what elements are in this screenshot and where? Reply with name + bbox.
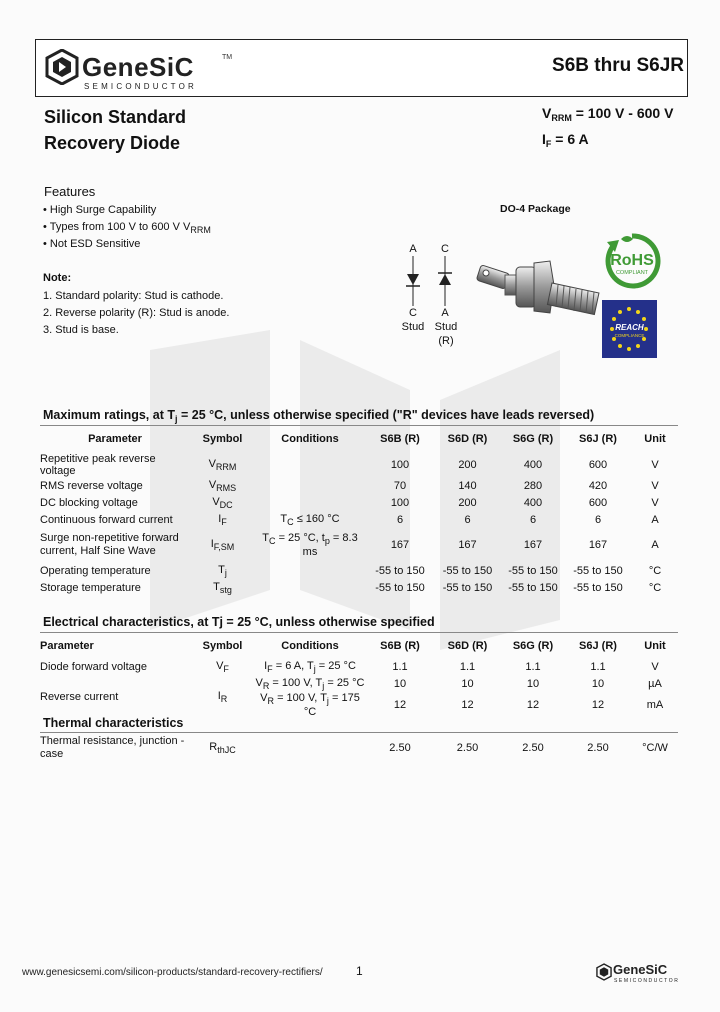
max-ratings-title bbox=[43, 408, 594, 424]
value-cell: 6 bbox=[594, 513, 602, 526]
value-cell: 600 bbox=[588, 496, 608, 509]
thermal-table bbox=[40, 734, 680, 762]
cond-main: V bbox=[260, 692, 268, 704]
if-spec bbox=[542, 131, 589, 149]
header-s6b: S6B (R) bbox=[380, 432, 420, 445]
value-cell: 12 bbox=[591, 699, 605, 711]
diode2-top-label: C bbox=[441, 243, 449, 255]
footer-url-link[interactable]: www.genesicsemi.com/silicon-products/standard-recovery-rectifiers/ bbox=[22, 967, 323, 978]
unit-cell: V bbox=[651, 496, 659, 509]
symbol-cell bbox=[190, 494, 255, 511]
unit-cell: V bbox=[651, 459, 659, 471]
table-row bbox=[40, 528, 680, 562]
value-cell: 10 bbox=[461, 677, 474, 690]
cond-sub: j bbox=[322, 680, 325, 691]
value-cell: 420 bbox=[588, 479, 608, 492]
value-cell: 200 bbox=[458, 459, 477, 471]
condition-cell bbox=[255, 579, 365, 596]
value-cell: 10 bbox=[526, 677, 540, 690]
value-cell: -55 to 150 bbox=[442, 581, 493, 594]
symbol-sub: F,SM bbox=[213, 542, 235, 552]
header-s6j: S6J (R) bbox=[579, 639, 617, 652]
value-cell: 6 bbox=[396, 513, 404, 526]
header-s6g: S6G (R) bbox=[512, 639, 554, 652]
value-cell: 1.1 bbox=[525, 660, 541, 673]
footer-logo-subtext: SEMICONDUCTOR bbox=[614, 978, 680, 984]
electrical-table bbox=[40, 637, 680, 718]
header-symbol: Symbol bbox=[202, 432, 243, 445]
note-item: 2. Reverse polarity (R): Stud is anode. bbox=[43, 307, 230, 319]
max-title-sub: j bbox=[174, 414, 178, 424]
feature-item: • High Surge Capability bbox=[43, 204, 157, 216]
symbol-cell bbox=[190, 579, 255, 596]
value-cell: 1.1 bbox=[459, 660, 476, 673]
feature-item-sub: RRM bbox=[190, 225, 211, 235]
if-sub: F bbox=[545, 139, 552, 149]
vrrm-symbol: V bbox=[542, 105, 552, 121]
cond-mid: = 25 °C, t bbox=[275, 532, 325, 544]
value-cell: -55 to 150 bbox=[508, 581, 558, 594]
diode2-stud-label: Stud bbox=[434, 321, 458, 333]
value-cell: 10 bbox=[591, 677, 605, 690]
value-cell: 167 bbox=[390, 539, 410, 551]
symbol-main: T bbox=[213, 580, 220, 593]
value-cell: 70 bbox=[393, 479, 407, 492]
symbol-cell bbox=[190, 528, 255, 562]
unit-cell: °C bbox=[648, 564, 662, 577]
cond-mid: = 100 V, T bbox=[269, 676, 323, 689]
unit-cell: A bbox=[651, 539, 659, 551]
feature-item-text: • Types from 100 V to 600 V V bbox=[43, 221, 191, 233]
reach-subtext: COMPLIANCE bbox=[614, 333, 645, 338]
table-row bbox=[40, 511, 680, 528]
value-cell: -55 to 150 bbox=[573, 564, 623, 577]
value-cell: 100 bbox=[390, 496, 410, 509]
divider bbox=[40, 632, 678, 633]
value-cell: 280 bbox=[523, 479, 543, 492]
value-cell: -55 to 150 bbox=[508, 564, 558, 577]
symbol-cell bbox=[190, 734, 255, 762]
condition-cell bbox=[255, 734, 365, 762]
features-heading: Features bbox=[44, 184, 96, 199]
value-cell: 6 bbox=[529, 513, 537, 526]
value-cell: 200 bbox=[458, 496, 477, 509]
symbol-sub: DC bbox=[219, 499, 233, 510]
footer-logo-icon bbox=[596, 963, 612, 981]
value-cell: 167 bbox=[523, 539, 543, 551]
value-cell: -55 to 150 bbox=[573, 581, 623, 594]
cond-sub: j bbox=[326, 696, 329, 706]
do4-package-image bbox=[470, 255, 605, 330]
logo-subtext: SEMICONDUCTOR bbox=[84, 82, 198, 91]
max-title-pre: Maximum ratings, at T bbox=[43, 408, 175, 422]
header-unit: Unit bbox=[644, 639, 666, 652]
title-line-1: Silicon Standard bbox=[44, 107, 187, 127]
trademark: TM bbox=[222, 54, 233, 61]
symbol-sub: RMS bbox=[216, 482, 237, 493]
unit-cell: mA bbox=[646, 699, 664, 711]
header-s6b: S6B (R) bbox=[380, 639, 420, 652]
diode1-stud-label: Stud bbox=[401, 321, 425, 333]
param-cell: Repetitive peak reverse voltage bbox=[40, 453, 156, 477]
symbol-main: T bbox=[218, 563, 225, 576]
diode2-bottom-label: A bbox=[441, 307, 449, 319]
header-s6g: S6G (R) bbox=[512, 432, 554, 445]
document-title bbox=[44, 104, 186, 156]
cond-sub: R bbox=[262, 680, 270, 691]
symbol-cell bbox=[190, 477, 255, 494]
reach-text: REACH bbox=[615, 323, 644, 332]
max-ratings-table bbox=[40, 430, 680, 596]
diode1-top-label: A bbox=[409, 243, 417, 255]
param-line: Surge non-repetitive forward bbox=[40, 532, 179, 544]
symbol-main: V bbox=[208, 478, 217, 491]
param-cell: Storage temperature bbox=[40, 581, 141, 594]
cond-sub: j bbox=[313, 663, 316, 674]
symbol-sub: F bbox=[223, 663, 229, 674]
value-cell: -55 to 150 bbox=[375, 564, 425, 577]
symbol-main: R bbox=[209, 741, 218, 753]
value-cell: 12 bbox=[526, 699, 540, 711]
package-label: DO-4 Package bbox=[500, 203, 571, 215]
value-cell: 1.1 bbox=[392, 660, 408, 673]
param-cell: Diode forward voltage bbox=[40, 660, 148, 673]
symbol-cell bbox=[190, 658, 255, 675]
notes-heading: Note: bbox=[43, 272, 72, 284]
value-cell: 1.1 bbox=[590, 660, 606, 673]
cond-post: = 25 °C bbox=[315, 659, 356, 672]
header-parameter: Parameter bbox=[88, 432, 142, 445]
note-item: 1. Standard polarity: Stud is cathode. bbox=[43, 290, 224, 302]
condition-cell bbox=[255, 562, 365, 579]
logo-text: GeneSiC bbox=[82, 52, 194, 82]
value-cell: 6 bbox=[464, 513, 471, 526]
symbol-main: I bbox=[217, 689, 221, 702]
symbol-main: I bbox=[210, 538, 214, 550]
value-cell: 167 bbox=[458, 539, 477, 551]
if-value: = 6 A bbox=[555, 131, 589, 147]
value-cell: 2.50 bbox=[389, 742, 411, 754]
feature-item: • Not ESD Sensitive bbox=[43, 238, 141, 250]
value-cell: 10 bbox=[393, 677, 407, 690]
condition-cell bbox=[255, 477, 365, 494]
feature-item bbox=[43, 221, 211, 235]
param-cell: Reverse current bbox=[40, 690, 119, 703]
header-unit: Unit bbox=[644, 432, 666, 445]
thermal-title: Thermal characteristics bbox=[43, 716, 184, 730]
table-header-row bbox=[40, 637, 680, 654]
symbol-cell bbox=[190, 453, 255, 477]
param-cell: Continuous forward current bbox=[40, 513, 173, 526]
param-cell: RMS reverse voltage bbox=[40, 479, 143, 492]
table-row bbox=[40, 675, 680, 692]
title-line-2: Recovery Diode bbox=[44, 133, 181, 153]
cond-sub: C bbox=[287, 516, 294, 527]
max-title-post: = 25 °C, unless otherwise specified ("R" devices have leads reversed) bbox=[177, 408, 595, 422]
diode2-reverse-label: (R) bbox=[438, 335, 454, 347]
value-cell: 2.50 bbox=[522, 742, 544, 754]
header-parameter: Parameter bbox=[40, 639, 94, 652]
condition-cell bbox=[255, 453, 365, 477]
vrrm-sub: RRM bbox=[551, 113, 572, 123]
vrrm-value: = 100 V - 600 V bbox=[575, 105, 674, 121]
rohs-text: RoHS bbox=[610, 252, 654, 269]
header-conditions: Conditions bbox=[281, 639, 339, 652]
param-cell bbox=[40, 734, 190, 762]
cond-post: ≤ 160 °C bbox=[293, 512, 340, 525]
vrrm-spec bbox=[542, 105, 673, 123]
symbol-cell bbox=[190, 511, 255, 528]
cond-main: V bbox=[255, 676, 263, 689]
symbol-main: V bbox=[216, 659, 224, 672]
unit-cell: °C bbox=[648, 581, 662, 594]
value-cell: 2.50 bbox=[587, 742, 609, 754]
electrical-title: Electrical characteristics, at Tj = 25 °C, unless otherwise specified bbox=[43, 615, 435, 629]
unit-cell: °C/W bbox=[642, 742, 668, 754]
value-cell: -55 to 150 bbox=[442, 564, 493, 577]
divider bbox=[40, 425, 678, 426]
cond-post: = 25 °C bbox=[324, 676, 365, 689]
condition-cell bbox=[255, 528, 365, 562]
param-line: case bbox=[40, 748, 64, 760]
table-row bbox=[40, 494, 680, 511]
condition-cell bbox=[255, 511, 365, 528]
symbol-sub: RRM bbox=[215, 462, 237, 472]
cond-sub: R bbox=[267, 696, 275, 706]
symbol-sub: j bbox=[224, 567, 227, 578]
cond-post: = 8.3 ms bbox=[302, 532, 358, 558]
unit-cell: µA bbox=[648, 677, 662, 690]
value-cell: 400 bbox=[523, 459, 543, 471]
if-symbol: I bbox=[542, 131, 546, 147]
cond-sub: F bbox=[267, 663, 273, 674]
value-cell: 100 bbox=[390, 459, 410, 471]
table-row bbox=[40, 477, 680, 494]
symbol-main: V bbox=[208, 458, 216, 470]
unit-cell: V bbox=[651, 479, 659, 492]
unit-cell: A bbox=[651, 513, 659, 526]
symbol-cell bbox=[190, 675, 255, 718]
table-row bbox=[40, 579, 680, 596]
value-cell: 2.50 bbox=[456, 742, 479, 754]
cond-main: T bbox=[262, 532, 270, 544]
table-row bbox=[40, 562, 680, 579]
cond-sub: C bbox=[269, 536, 276, 546]
param-cell: Operating temperature bbox=[40, 564, 151, 577]
condition-cell bbox=[255, 692, 365, 718]
divider bbox=[40, 732, 678, 733]
table-row bbox=[40, 453, 680, 477]
diode-symbols-icon bbox=[400, 256, 460, 308]
footer-logo-text: GeneSiC bbox=[613, 962, 668, 977]
cond-mid: = 6 A, T bbox=[272, 659, 314, 672]
value-cell: -55 to 150 bbox=[375, 581, 425, 594]
diode1-bottom-label: C bbox=[409, 307, 417, 319]
cond-main: I bbox=[264, 659, 268, 672]
cond-main: T bbox=[280, 512, 288, 525]
header-symbol: Symbol bbox=[202, 639, 243, 652]
table-row bbox=[40, 658, 680, 675]
symbol-sub: F bbox=[221, 516, 227, 527]
part-range-title: S6B thru S6JR bbox=[552, 55, 684, 76]
condition-cell bbox=[255, 494, 365, 511]
value-cell: 12 bbox=[461, 699, 474, 711]
page-number: 1 bbox=[356, 964, 363, 978]
header-s6d: S6D (R) bbox=[447, 432, 488, 445]
condition-cell bbox=[255, 675, 365, 692]
cond-sub: p bbox=[324, 536, 330, 546]
param-line: Thermal resistance, junction - bbox=[40, 735, 185, 747]
symbol-sub: stg bbox=[219, 584, 232, 595]
param-cell bbox=[40, 528, 190, 562]
header-conditions: Conditions bbox=[281, 432, 339, 445]
header-s6j: S6J (R) bbox=[579, 432, 617, 445]
value-cell: 600 bbox=[588, 459, 608, 471]
note-item: 3. Stud is base. bbox=[43, 324, 119, 336]
table-header-row bbox=[40, 430, 680, 447]
symbol-main: V bbox=[212, 495, 220, 508]
table-row bbox=[40, 734, 680, 762]
cond-mid: = 100 V, T bbox=[274, 692, 327, 704]
genesic-logo-icon bbox=[45, 49, 79, 85]
symbol-main: I bbox=[218, 512, 222, 525]
cond-post: = 175 °C bbox=[303, 692, 360, 718]
value-cell: 12 bbox=[393, 699, 407, 711]
value-cell: 140 bbox=[458, 479, 477, 492]
param-line: current, Half Sine Wave bbox=[40, 545, 156, 557]
value-cell: 400 bbox=[523, 496, 543, 509]
symbol-sub: thJC bbox=[217, 745, 236, 755]
symbol-sub: R bbox=[220, 693, 228, 704]
header-s6d: S6D (R) bbox=[447, 639, 488, 652]
rohs-subtext: COMPLIANT bbox=[615, 270, 649, 276]
param-cell: DC blocking voltage bbox=[40, 496, 138, 509]
condition-cell bbox=[255, 658, 365, 675]
unit-cell: V bbox=[651, 660, 659, 673]
value-cell: 167 bbox=[588, 539, 608, 551]
symbol-cell bbox=[190, 562, 255, 579]
